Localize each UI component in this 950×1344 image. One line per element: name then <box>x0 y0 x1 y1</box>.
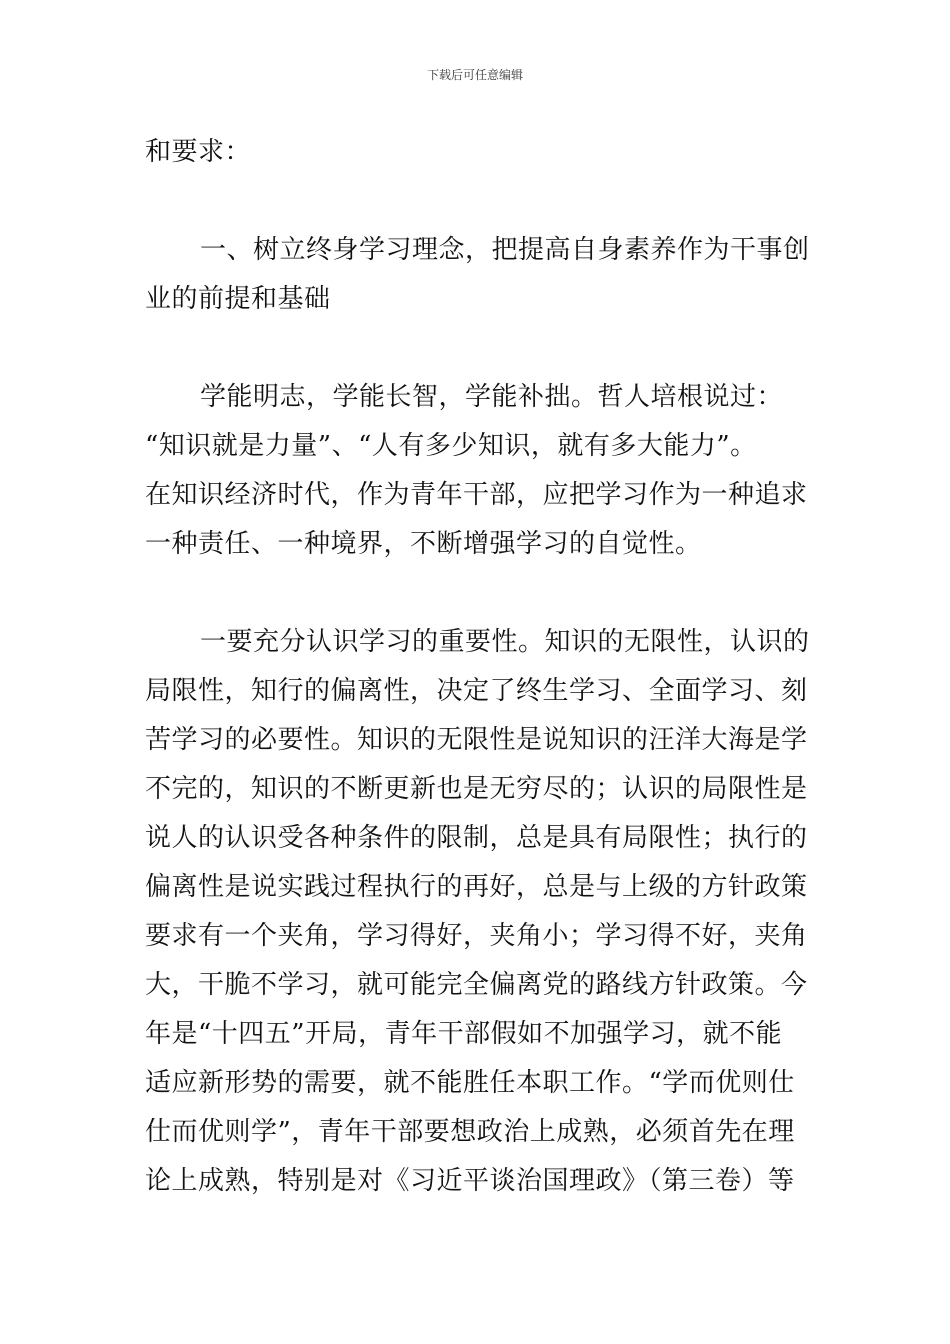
text-line: 大，干脆不学习，就可能完全偏离党的路线方针政策。今 <box>145 970 808 1000</box>
text-line: 要求有一个夹角，学习得好，夹角小；学习得不好，夹角 <box>145 921 808 951</box>
text-line: 和要求： <box>145 137 252 167</box>
text-line: 学能明志，学能长智，学能补拙。哲人培根说过： <box>200 382 784 412</box>
text-line: 苦学习的必要性。知识的无限性是说知识的汪洋大海是学 <box>145 725 808 755</box>
paragraph-gap <box>145 569 807 618</box>
text-line: 年是“十四五”开局，青年干部假如不加强学习，就不能 <box>145 1019 783 1049</box>
document-body <box>145 128 810 1206</box>
text-line: “知识就是力量”、“人有多少知识，就有多大能力”。 <box>145 431 757 461</box>
section-heading-line: 业的前提和基础 <box>145 284 331 314</box>
paragraph-gap <box>145 177 807 226</box>
paragraph-gap <box>145 324 807 373</box>
text-line: 在知识经济时代，作为青年干部，应把学习作为一种追求 <box>145 480 808 510</box>
text-line: 局限性，知行的偏离性，决定了终生学习、全面学习、刻 <box>145 676 808 706</box>
section-heading-line: 一、树立终身学习理念，把提高自身素养作为干事创 <box>200 235 810 265</box>
text-line: 仕而优则学”，青年干部要想政治上成熟，必须首先在理 <box>145 1117 795 1147</box>
text-line: 一要充分认识学习的重要性。知识的无限性，认识的 <box>200 627 810 657</box>
text-line: 适应新形势的需要，就不能胜任本职工作。“学而优则仕 <box>145 1068 795 1098</box>
page-header-note: 下载后可任意编辑 <box>426 68 523 82</box>
text-line: 偏离性是说实践过程执行的再好，总是与上级的方针政策 <box>145 872 808 902</box>
text-line: 一种责任、一种境界，不断增强学习的自觉性。 <box>145 529 702 559</box>
text-line: 不完的，知识的不断更新也是无穷尽的；认识的局限性是 <box>145 774 808 804</box>
text-line: 说人的认识受各种条件的限制，总是具有局限性；执行的 <box>145 823 808 853</box>
text-line: 论上成熟，特别是对《习近平谈治国理政》（第三卷）等 <box>145 1166 795 1196</box>
